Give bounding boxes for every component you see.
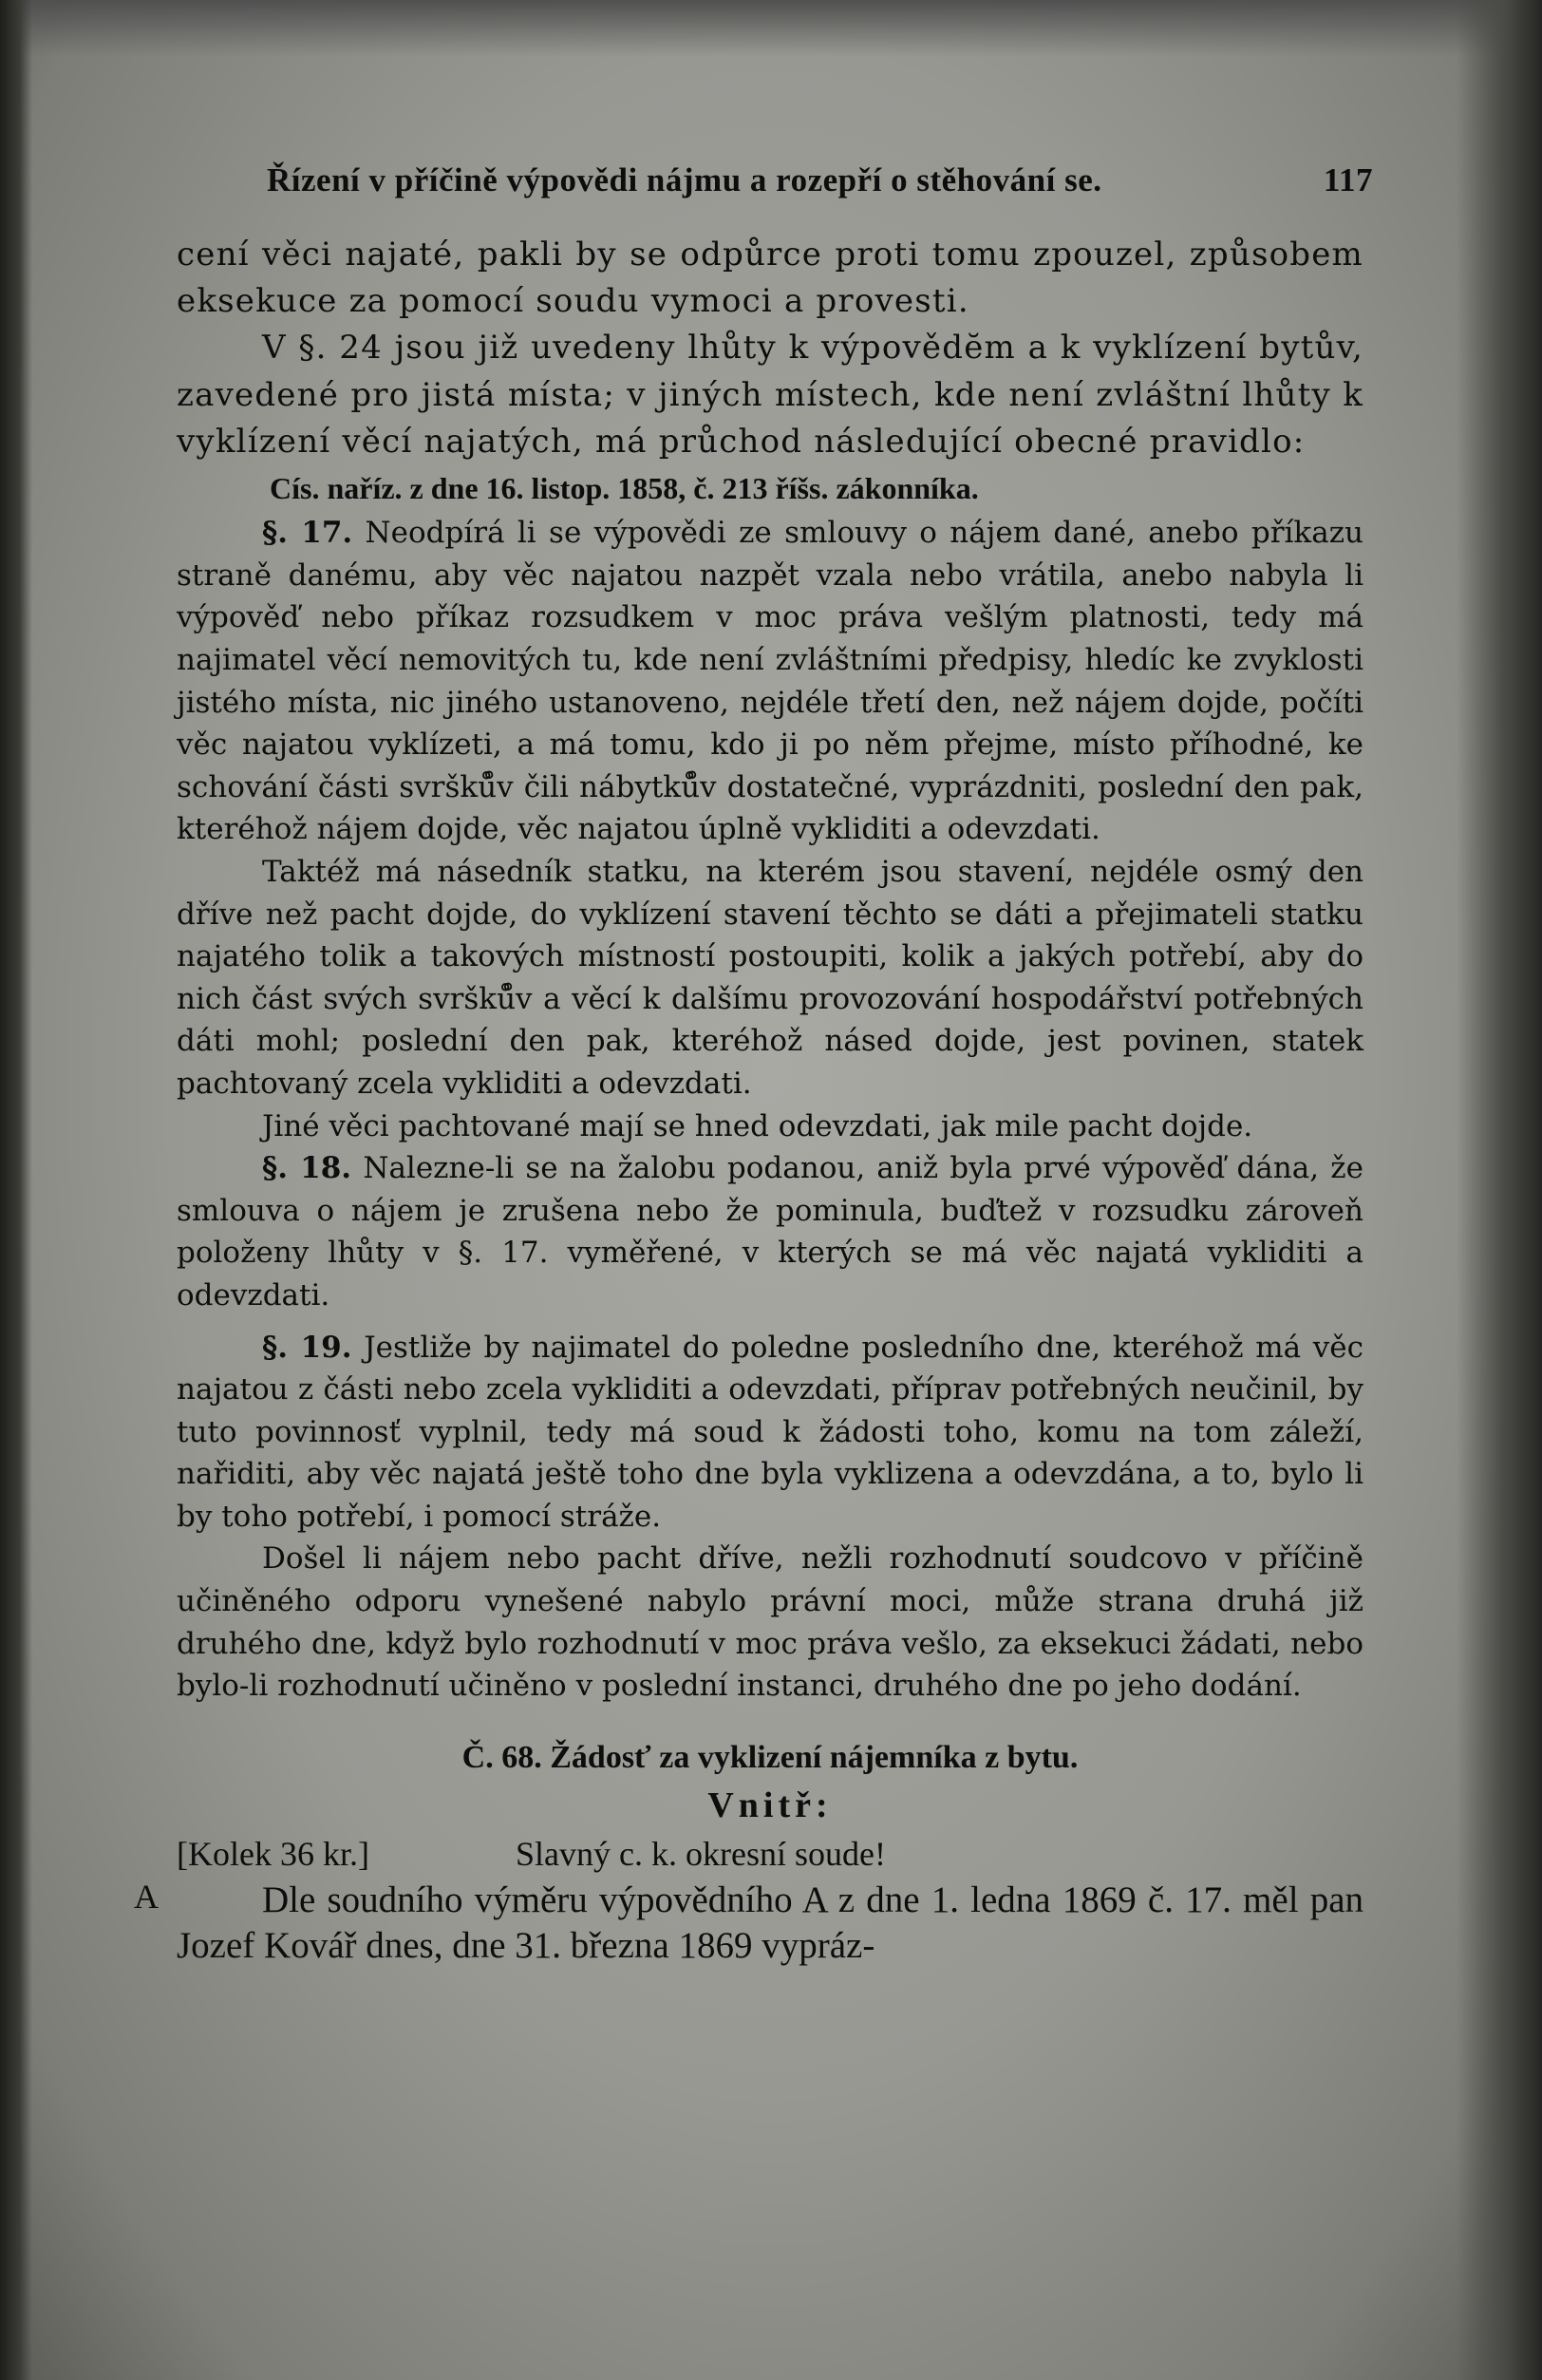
section-17-mark: §. 17. — [262, 516, 353, 551]
main-text — [134, 232, 1364, 1969]
form-body — [134, 1878, 1363, 1969]
form-text: Dle soudního výměru výpovědního A z dne 1. ledna 1869 č. 17. měl pan Jozef Kovář dnes, dne 31. března 1869 vypráz- — [177, 1879, 1363, 1967]
form-stamp-row — [177, 1831, 1363, 1878]
law-citation: Cís. naříz. z dne 16. listop. 1858, č. 213 říšs. zákonníka. — [270, 471, 979, 506]
section-17-text: Neodpírá li se výpovědi ze smlouvy o nájem dané, anebo příkazu straně danému, aby věc najatou nazpět vzala nebo vrátila, anebo nabyla li výpověď nebo příkaz rozsudkem v moc práva vešlým platnosti, tedy má najimatel věcí nemovitých tu, kde není zvláštními předpisy, hledíc ke zvyklosti jistého místa, nic jiného ustanoveno, nejdéle třetí den, než nájem dojde, počíti věc najatou vyklízeti, a má tomu, kdo ji po něm přejme, místo příhodné, ke schování části svršků̊v čili nábytků̊v dostatečné, vyprázdniti, poslední den pak, kteréhož nájem dojde, věc najatou úplně vykliditi a odevzdati. — [177, 516, 1363, 847]
paragraph-jine: Jiné věci pachtované mají se hned odevzdati, jak mile pacht dojde. — [262, 1108, 1253, 1143]
book-page — [134, 161, 1373, 1969]
scan-right-edge — [1457, 0, 1542, 2380]
section-19 — [177, 1327, 1363, 1539]
form-stamp: [Kolek 36 kr.] — [177, 1835, 369, 1874]
paragraph-continuation: cení věci najaté, pakli by se odpůrce proti tomu zpouzel, způsobem eksekuce za pomocí soudu vymoci a provesti. — [177, 236, 1363, 321]
scan-top-edge — [0, 0, 1542, 57]
section-19-text: Jestliže by najimatel do poledne posledního dne, kteréhož má věc najatou z části nebo zcela vykliditi a odevzdati, příprav potřebných neučinil, by tuto povinnosť vyplnil, tedy má soud k žádosti toho, komu na tom záleží, nařiditi, aby věc najatá ještě toho dne byla vyklizena a odevzdána, a to, bylo li by toho potřebí, i pomocí stráže. — [177, 1330, 1364, 1534]
running-head-title: Řízení v příčině výpovědi nájmu a rozepří o stěhování se. — [267, 161, 1102, 198]
scan-left-edge — [0, 0, 32, 2380]
section-18 — [177, 1147, 1363, 1316]
page-number: 117 — [1323, 161, 1373, 198]
form-marker: A — [134, 1878, 159, 1917]
section-17 — [177, 512, 1363, 851]
paragraph-dosel: Došel li nájem nebo pacht dříve, nežli rozhodnutí soudcovo v příčině učiněného odporu vynešené nabylo právní moci, může strana druhá již druhého dne, když bylo rozhodnutí v moc práva vešlo, za eksekuci žádati, nebo bylo-li rozhodnutí učiněno v poslední instanci, druhého dne po jeho dodání. — [177, 1541, 1363, 1704]
section-19-mark: §. 19. — [262, 1330, 352, 1365]
paragraph-lhuty: V §. 24 jsou již uvedeny lhůty k výpovědĕm a k vyklízení bytův, zavedené pro jistá místa; v jiných místech, kde není zvláštní lhůty k vyklízení věcí najatých, má průchod následující obecné pravidlo: — [177, 329, 1363, 461]
section-18-text: Nalezne-li se na žalobu podanou, aniž byla prvé výpověď dána, že smlouva o nájem je zrušena nebo že pominula, buďtež v rozsudku zároveň položeny lhůty v §. 17. vyměřené, v kterých se má věc najatá vykliditi a odevzdati. — [177, 1151, 1363, 1313]
form-heading: Č. 68. Žádosť za vyklizení nájemníka z bytu. — [461, 1739, 1079, 1775]
paragraph-taktez: Taktéž má násedník statku, na kterém jsou stavení, nejdéle osmý den dříve než pacht dojde, do vyklízení stavení těchto se dáti a přejimateli statku najatého tolik a takových místností postoupiti, kolik a jakých potřebí, aby do nich část svých svršků̊v a věcí k dalšímu provozování hospodářství potřebných dáti mohl; poslední den pak, kteréhož násed dojde, jest povinen, statek pachtovaný zcela vykliditi a odevzdati. — [177, 854, 1363, 1101]
form-address: Slavný c. k. okresní soude! — [516, 1835, 886, 1874]
section-18-mark: §. 18. — [262, 1151, 352, 1186]
form-vnitr: Vnitř: — [707, 1785, 833, 1826]
running-head — [177, 161, 1373, 199]
